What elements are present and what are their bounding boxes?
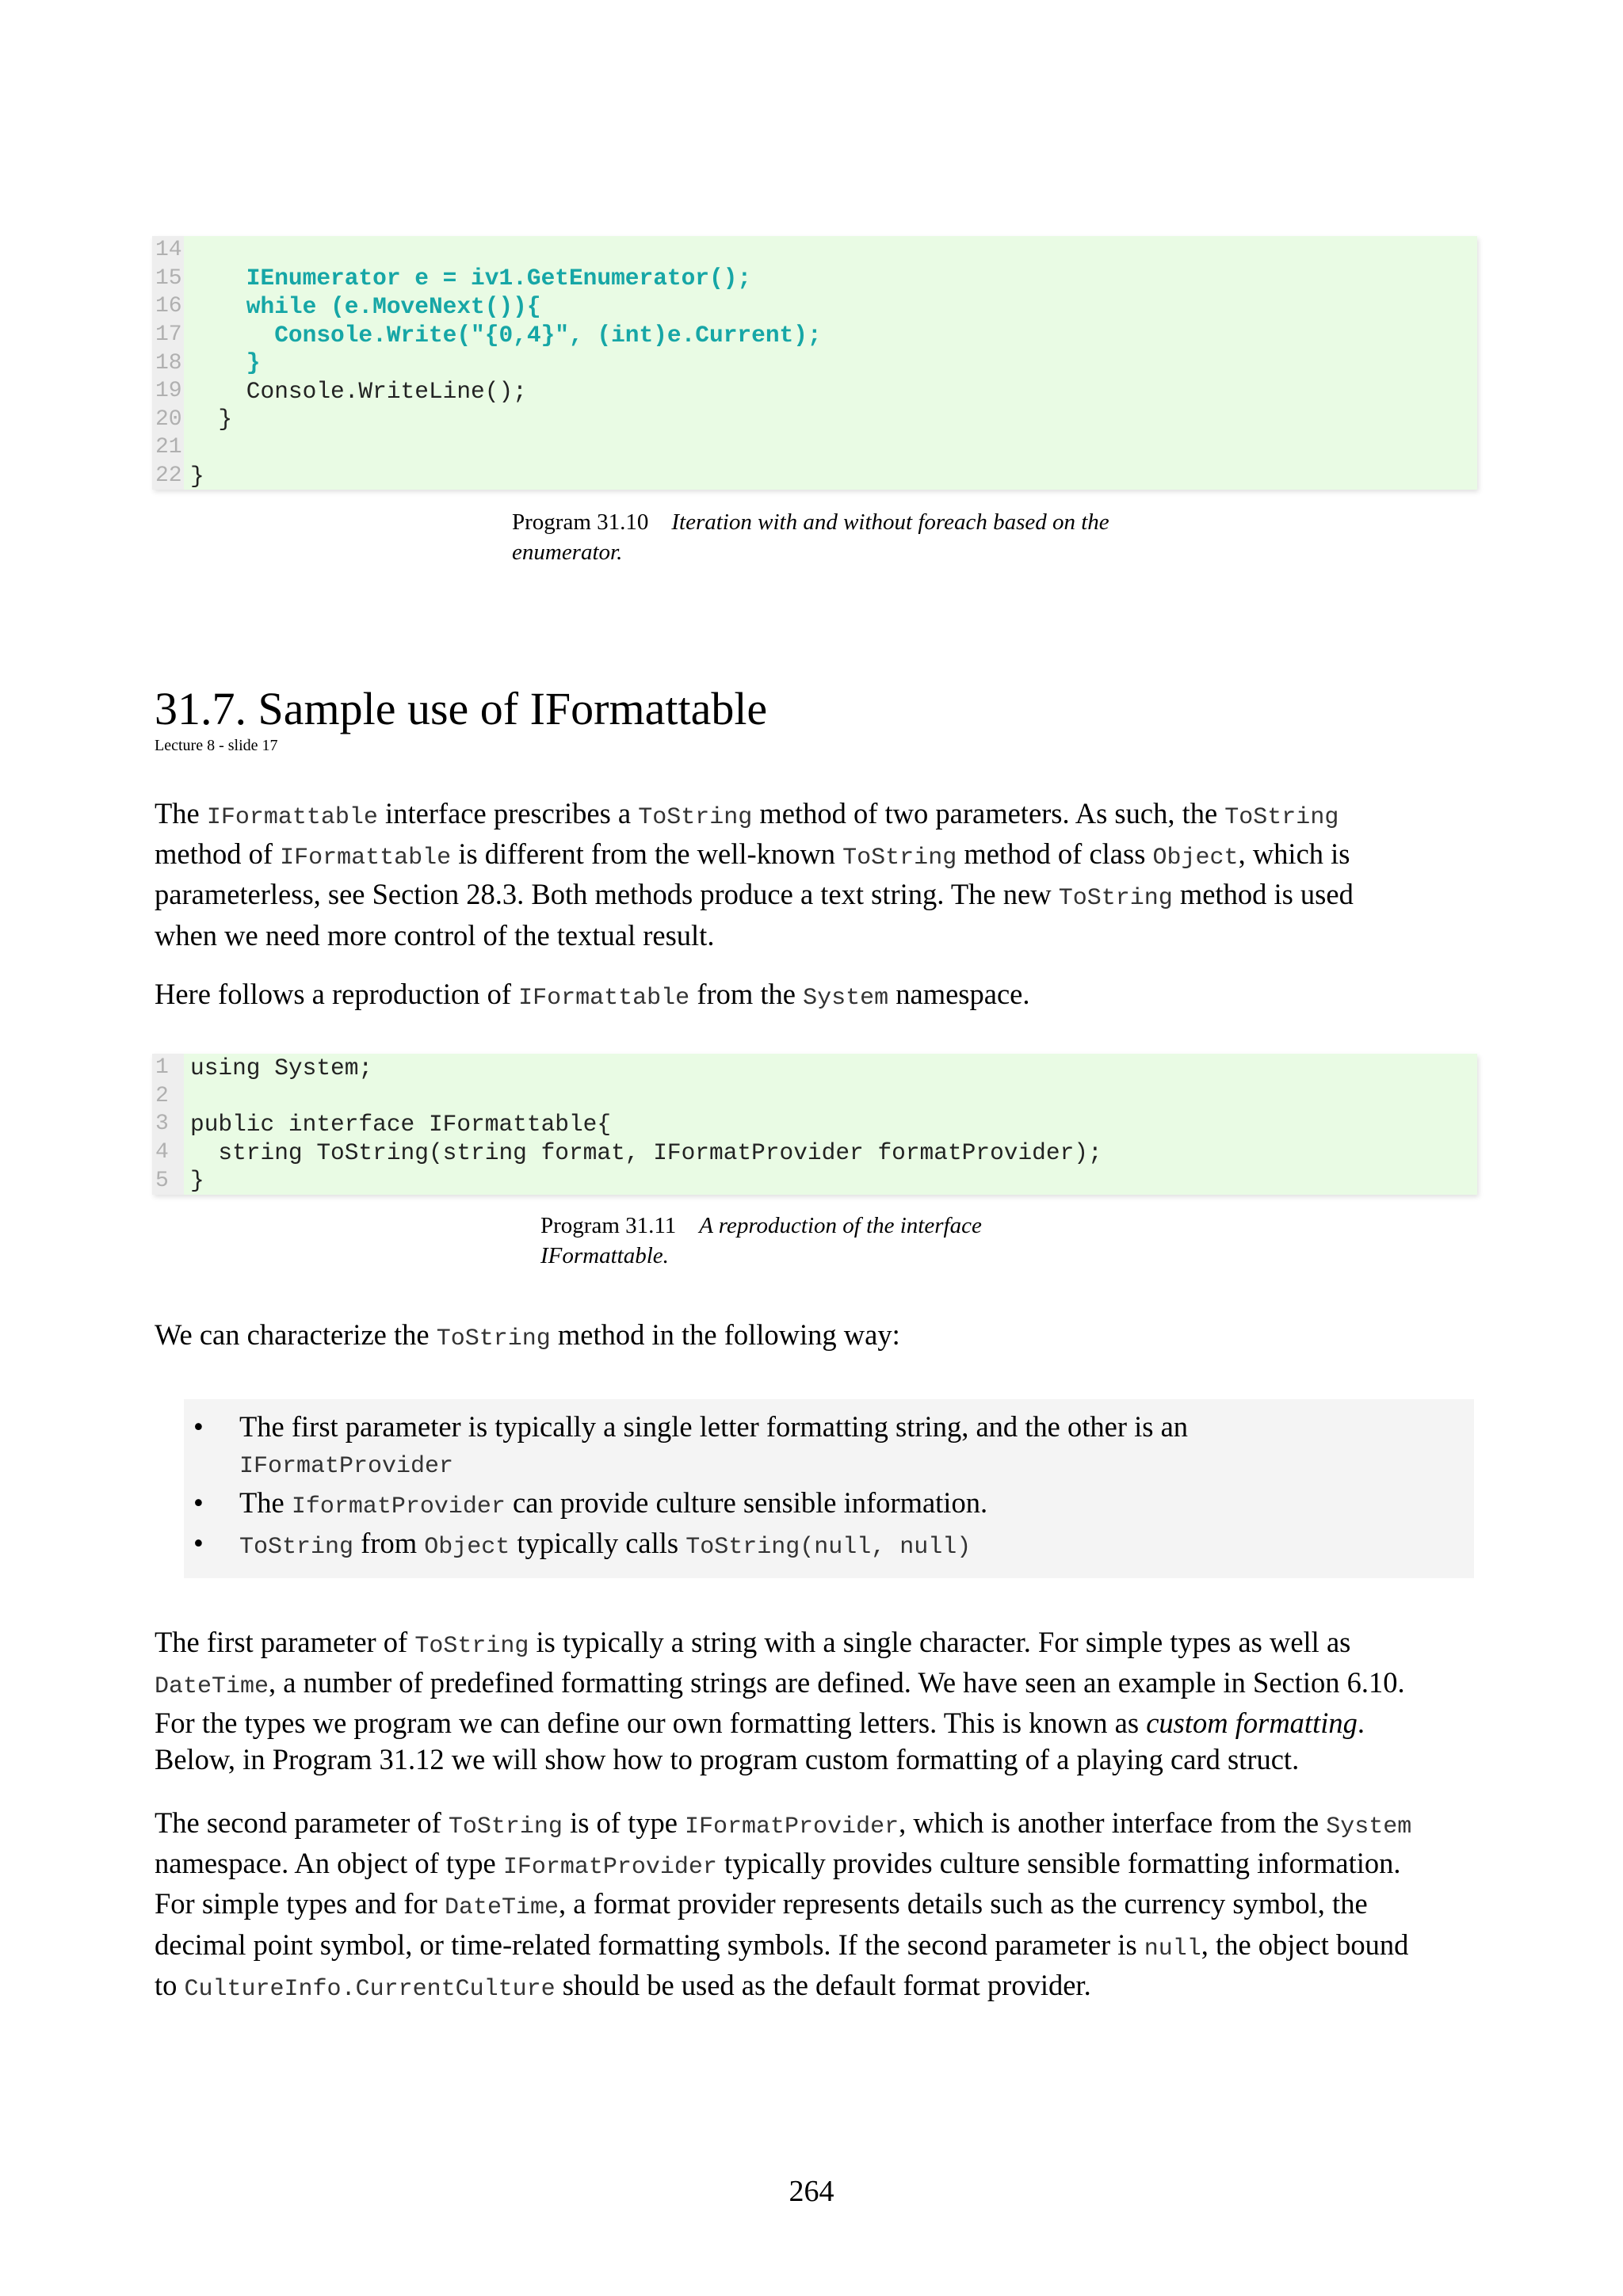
line-number: 4 (152, 1138, 184, 1167)
code-line (152, 265, 1477, 293)
code-line (152, 406, 1477, 434)
caption-description-cont: IFormattable. (540, 1243, 669, 1268)
code-text: IEnumerator e = iv1.GetEnumerator(); (190, 265, 752, 292)
line-number: 5 (152, 1166, 184, 1195)
paragraph-3: We can characterize the ToString method in the following way: (155, 1318, 900, 1352)
line-number: 16 (152, 292, 184, 321)
code-line (152, 1138, 1477, 1167)
code-text: using System; (190, 1054, 373, 1081)
code-text: public interface IFormattable{ (190, 1110, 612, 1138)
bullet-icon: • (193, 1486, 204, 1519)
code-text: while (e.MoveNext()){ (190, 292, 541, 320)
code-line (152, 462, 1477, 490)
code-line (152, 1082, 1477, 1111)
code-line (152, 1166, 1477, 1195)
code-line (152, 1110, 1477, 1138)
code-block-program-31-11 (152, 1054, 1477, 1195)
bullet-icon: • (193, 1527, 204, 1559)
line-number: 17 (152, 321, 184, 349)
code-line (152, 1054, 1477, 1082)
code-text: string ToString(string format, IFormatProvider formatProvider); (190, 1138, 1102, 1166)
list-item: • The IformatProvider can provide culture sensible information. (193, 1486, 988, 1520)
paragraph-5: The second parameter of ToString is of type IFormatProvider, which is another interface from the System namespace. An object of type IFormatProvider typically provides culture sensible formatting information. For simple types and for DateTime, a format provider represents details such as the currency symbol, the decimal point symbol, or time-related formatting symbols. If the second parameter is null, the object bound to CultureInfo.CurrentCulture should be used as the default format provider. (155, 1806, 1412, 2003)
paragraph-4: The first parameter of ToString is typically a string with a single character. For simple types as well as DateTime, a number of predefined formatting strings are defined. We have seen an example in Section 6.10. For the types we program we can define our own formatting letters. This is known as custom formatting. Below, in Program 31.12 we will show how to program custom formatting of a playing card struct. (155, 1626, 1405, 1775)
code-text: Console.WriteLine(); (190, 377, 527, 405)
caption-program-number: Program 31.11 (540, 1213, 677, 1238)
line-number: 3 (152, 1110, 184, 1138)
code-line (152, 236, 1477, 265)
line-number: 2 (152, 1082, 184, 1111)
caption-program-31-10 (512, 507, 1193, 567)
line-number: 18 (152, 349, 184, 377)
slide-reference: Lecture 8 - slide 17 (155, 737, 278, 754)
code-line (152, 377, 1477, 406)
line-number: 15 (152, 265, 184, 293)
line-number: 14 (152, 236, 184, 265)
code-block-program-31-10 (152, 236, 1477, 490)
line-number: 21 (152, 433, 184, 462)
line-number: 19 (152, 377, 184, 406)
line-number: 20 (152, 406, 184, 434)
code-text: } (190, 406, 233, 433)
section-heading: 31.7. Sample use of IFormattable (155, 683, 768, 734)
paragraph-1: The IFormattable interface prescribes a ToString method of two parameters. As such, the ToString method of IFormattable is different from the well-known ToString method of class Object, which is parameterless, see Section 28.3. Both methods produce a text string. The new ToString method is used when we need more control of the textual result. (155, 797, 1354, 952)
code-line (152, 321, 1477, 349)
line-number: 22 (152, 462, 184, 490)
list-item: • ToString from Object typically calls ToString(null, null) (193, 1527, 972, 1561)
page-number: 264 (789, 2175, 834, 2208)
code-line (152, 349, 1477, 377)
bullet-list (193, 1409, 1460, 1566)
paragraph-2: Here follows a reproduction of IFormattable from the System namespace. (155, 978, 1030, 1012)
code-text: } (190, 462, 204, 490)
code-text: } (190, 1167, 204, 1195)
code-text: } (190, 349, 261, 377)
list-item: • The first parameter is typically a single letter formatting string, and the other is an IFormatProvider (193, 1410, 1189, 1480)
caption-description: A reproduction of the interface (699, 1213, 982, 1238)
bullet-icon: • (193, 1410, 204, 1443)
caption-description-cont: enumerator. (512, 540, 623, 565)
caption-program-number: Program 31.10 (512, 509, 649, 535)
caption-description: Iteration with and without foreach based on the (671, 509, 1109, 535)
bullet-list-box (184, 1399, 1474, 1578)
line-number: 1 (152, 1054, 184, 1082)
code-line (152, 292, 1477, 321)
code-line (152, 433, 1477, 462)
caption-program-31-11 (540, 1211, 1143, 1271)
code-text: Console.Write("{0,4}", (int)e.Current); (190, 321, 822, 349)
